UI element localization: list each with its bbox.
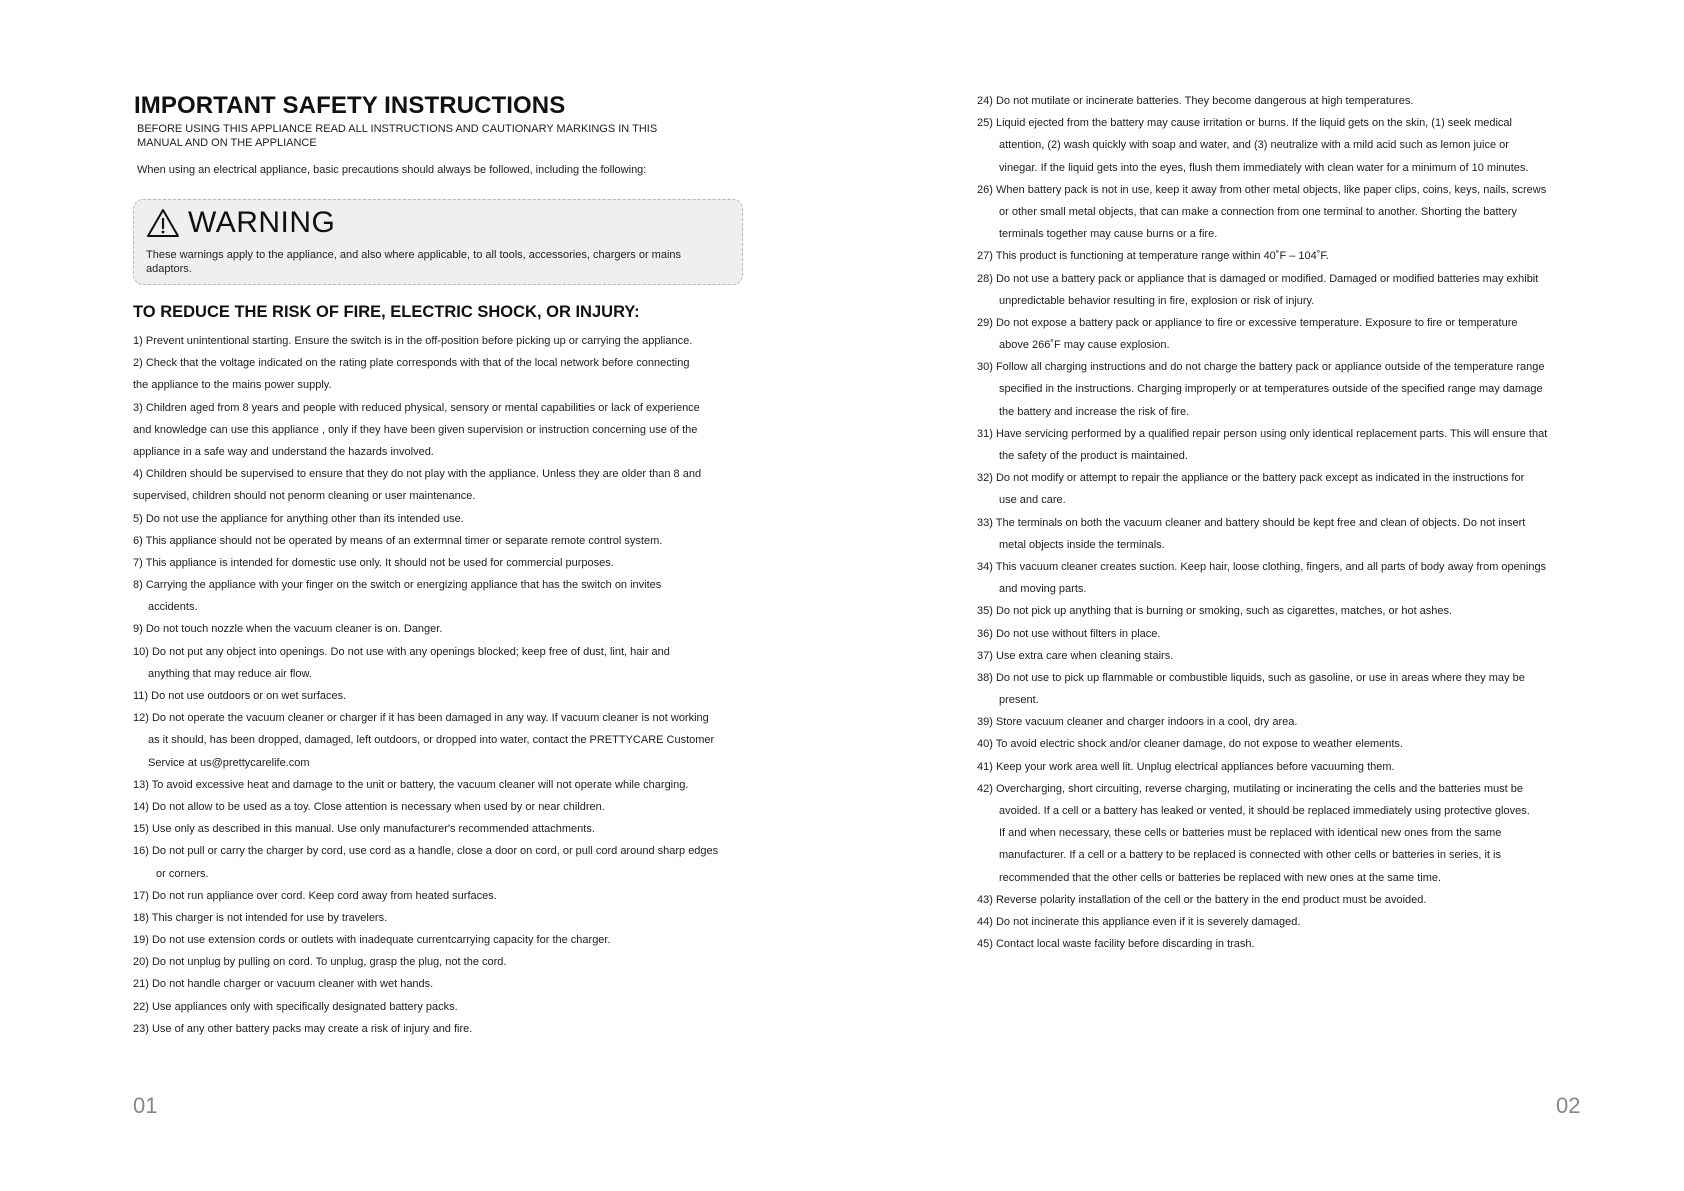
instruction-line: 18) This charger is not intended for use by travelers. [133,911,388,924]
instruction-line: 4) Children should be supervised to ensure that they do not play with the appliance. Unless they are older than 8 and [133,468,702,481]
instruction-line: manufacturer. If a cell or a battery to be replaced is connected with other cells or batteries in series, it is [999,849,1501,862]
instruction-line: terminals together may cause burns or a fire. [999,228,1218,241]
warning-text-line: These warnings apply to the appliance, and also where applicable, to all tools, accessories, chargers or mains [146,249,682,261]
instruction-line [133,752,793,774]
instruction-line: 2) Check that the voltage indicated on the rating plate corresponds with that of the local network before connecting [133,357,690,370]
instruction-line: 28) Do not use a battery pack or appliance that is damaged or modified. Damaged or modified batteries may exhibit [977,272,1539,285]
instruction-line: above 266˚F may cause explosion. [999,339,1170,352]
instruction-line: 3) Children aged from 8 years and people with reduced physical, sensory or mental capabilities or lack of experience [133,401,700,414]
instruction-line: the battery and increase the risk of fire. [999,405,1190,418]
instruction-line: attention, (2) wash quickly with soap and water, and (3) neutralize with a mild acid such as lemon juice or [999,139,1509,152]
instruction-line: supervised, children should not penorm cleaning or user maintenance. [133,490,476,503]
instruction-line: 22) Use appliances only with specifically designated battery packs. [133,1000,458,1013]
instruction-line: the safety of the product is maintained. [999,450,1188,462]
warning-header [146,206,335,240]
instruction-line: 44) Do not incinerate this appliance even if it is severely damaged. [977,915,1301,928]
instruction-line: and moving parts. [999,583,1087,596]
intro-text: When using an electrical appliance, basic precautions should always be followed, including the following: [137,164,647,176]
instruction-line: 26) When battery pack is not in use, keep it away from other metal objects, like paper clips, coins, keys, nails, screws [977,183,1547,196]
instruction-line: 23) Use of any other battery packs may create a risk of injury and fire. [133,1022,473,1035]
page-title: IMPORTANT SAFETY INSTRUCTIONS [134,92,566,119]
instruction-line: 7) This appliance is intended for domestic use only. It should not be used for commercial purposes. [133,556,614,569]
instruction-line: 38) Do not use to pick up flammable or combustible liquids, such as gasoline, or use in areas where they may be [977,671,1525,684]
warning-triangle-icon [146,208,180,238]
instruction-line: or other small metal objects, that can make a connection from one terminal to another. Shorting the battery [999,205,1517,218]
warning-text-line: adaptors. [146,263,192,275]
warning-title: WARNING [188,206,336,239]
support-email-text: Service at us@prettycarelife.com [148,756,310,769]
instruction-line: 40) To avoid electric shock and/or cleaner damage, do not expose to weather elements. [977,738,1403,751]
instruction-line: use and care. [999,494,1066,507]
instruction-line: 11) Do not use outdoors or on wet surfaces. [133,690,347,702]
instruction-line: 9) Do not touch nozzle when the vacuum cleaner is on. Danger. [133,623,443,636]
instruction-line: 31) Have servicing performed by a qualified repair person using only identical replacement parts. This will ensure that [977,427,1548,440]
instruction-line: 35) Do not pick up anything that is burning or smoking, such as cigarettes, matches, or hot ashes. [977,605,1453,618]
instruction-line: 37) Use extra care when cleaning stairs. [977,649,1174,662]
instruction-line: 15) Use only as described in this manual. Use only manufacturer's recommended attachments. [133,823,595,836]
subtitle-line: MANUAL AND ON THE APPLIANCE [137,137,317,149]
instruction-line: 32) Do not modify or attempt to repair the appliance or the battery pack except as indicated in the instructions for [977,472,1525,485]
instruction-line: or corners. [156,867,209,880]
instruction-line: 39) Store vacuum cleaner and charger indoors in a cool, dry area. [977,716,1298,729]
instruction-line: 33) The terminals on both the vacuum cleaner and battery should be kept free and clean of objects. Do not insert [977,516,1526,529]
instruction-line: 25) Liquid ejected from the battery may cause irritation or burns. If the liquid gets on the skin, (1) seek medical [977,117,1512,130]
instruction-line: as it should, has been dropped, damaged, left outdoors, or dropped into water, contact the PRETTYCARE Customer [148,734,715,747]
instruction-line: appliance in a safe way and understand the hazards involved. [133,445,434,458]
instruction-line: 5) Do not use the appliance for anything other than its intended use. [133,512,464,525]
right-page [842,0,1684,1191]
instruction-line: recommended that the other cells or batteries be replaced with new ones at the same time. [999,871,1442,884]
instruction-list-right [977,90,1657,955]
instruction-line: 34) This vacuum cleaner creates suction. Keep hair, loose clothing, fingers, and all parts of body away from openings [977,560,1547,573]
instruction-line: specified in the instructions. Charging improperly or at temperatures outside of the specified range may damage [999,383,1543,396]
instruction-line: If and when necessary, these cells or batteries must be replaced with identical new ones from the same [999,827,1502,840]
warning-text [146,248,736,276]
instruction-list-left [133,330,793,1040]
instruction-line: avoided. If a cell or a battery has leaked or vented, it should be replaced immediately using protective gloves. [999,805,1530,817]
instruction-line: 29) Do not expose a battery pack or appliance to fire or excessive temperature. Exposure to fire or temperature [977,316,1518,329]
instruction-line: 43) Reverse polarity installation of the cell or the battery in the end product must be avoided. [977,893,1427,906]
instruction-line: metal objects inside the terminals. [999,538,1165,551]
instruction-line: 14) Do not allow to be used as a toy. Close attention is necessary when used by or near children. [133,800,605,813]
instruction-line: 19) Do not use extension cords or outlets with inadequate currentcarrying capacity for the charger. [133,934,611,947]
instruction-line: 24) Do not mutilate or incinerate batteries. They become dangerous at high temperatures. [977,95,1414,107]
instruction-line: 30) Follow all charging instructions and do not charge the battery pack or appliance outside of the temperature range [977,361,1545,374]
instruction-line: 45) Contact local waste facility before discarding in trash. [977,938,1255,951]
section-title: TO REDUCE THE RISK OF FIRE, ELECTRIC SHOCK, OR INJURY: [133,303,640,321]
instruction-line: vinegar. If the liquid gets into the eyes, flush them immediately with clean water for a minimum of 10 minutes. [999,161,1529,174]
subtitle [137,122,697,150]
instruction-line: 12) Do not operate the vacuum cleaner or charger if it has been damaged in any way. If vacuum cleaner is not working [133,712,709,725]
subtitle-line: BEFORE USING THIS APPLIANCE READ ALL INSTRUCTIONS AND CAUTIONARY MARKINGS IN THIS [137,123,658,135]
instruction-line: 1) Prevent unintentional starting. Ensure the switch is in the off-position before picking up or carrying the appliance. [133,335,693,347]
instruction-line: 8) Carrying the appliance with your finger on the switch or energizing appliance that has the switch on invites [133,579,662,592]
instruction-line: 41) Keep your work area well lit. Unplug electrical appliances before vacuuming them. [977,760,1395,773]
instruction-line: 16) Do not pull or carry the charger by cord, use cord as a handle, close a door on cord, or pull cord around sharp edges [133,845,719,858]
instruction-line: 21) Do not handle charger or vacuum cleaner with wet hands. [133,978,434,991]
warning-box [133,199,743,285]
instruction-line: the appliance to the mains power supply. [133,379,332,392]
instruction-line: accidents. [148,601,198,614]
instruction-line: 42) Overcharging, short circuiting, reverse charging, mutilating or incinerating the cells and the batteries must be [977,782,1523,795]
page-number: 02 [1556,1093,1581,1118]
instruction-line: 10) Do not put any object into openings. Do not use with any openings blocked; keep free of dust, lint, hair and [133,645,670,658]
instruction-line: 36) Do not use without filters in place. [977,627,1161,640]
instruction-line: 6) This appliance should not be operated by means of an extermnal timer or separate remote control system. [133,534,663,547]
instruction-line: anything that may reduce air flow. [148,667,312,680]
page-number: 01 [133,1093,158,1118]
instruction-line: 13) To avoid excessive heat and damage to the unit or battery, the vacuum cleaner will not operate while charging. [133,778,689,791]
instruction-line: 17) Do not run appliance over cord. Keep cord away from heated surfaces. [133,889,497,902]
instruction-line: present. [999,694,1039,707]
instruction-line: unpredictable behavior resulting in fire, explosion or risk of injury. [999,294,1315,307]
instruction-line: 20) Do not unplug by pulling on cord. To unplug, grasp the plug, not the cord. [133,956,507,969]
instruction-line: and knowledge can use this appliance , only if they have been given supervision or instruction concerning use of the [133,423,698,436]
instruction-line: 27) This product is functioning at temperature range within 40˚F – 104˚F. [977,250,1329,263]
